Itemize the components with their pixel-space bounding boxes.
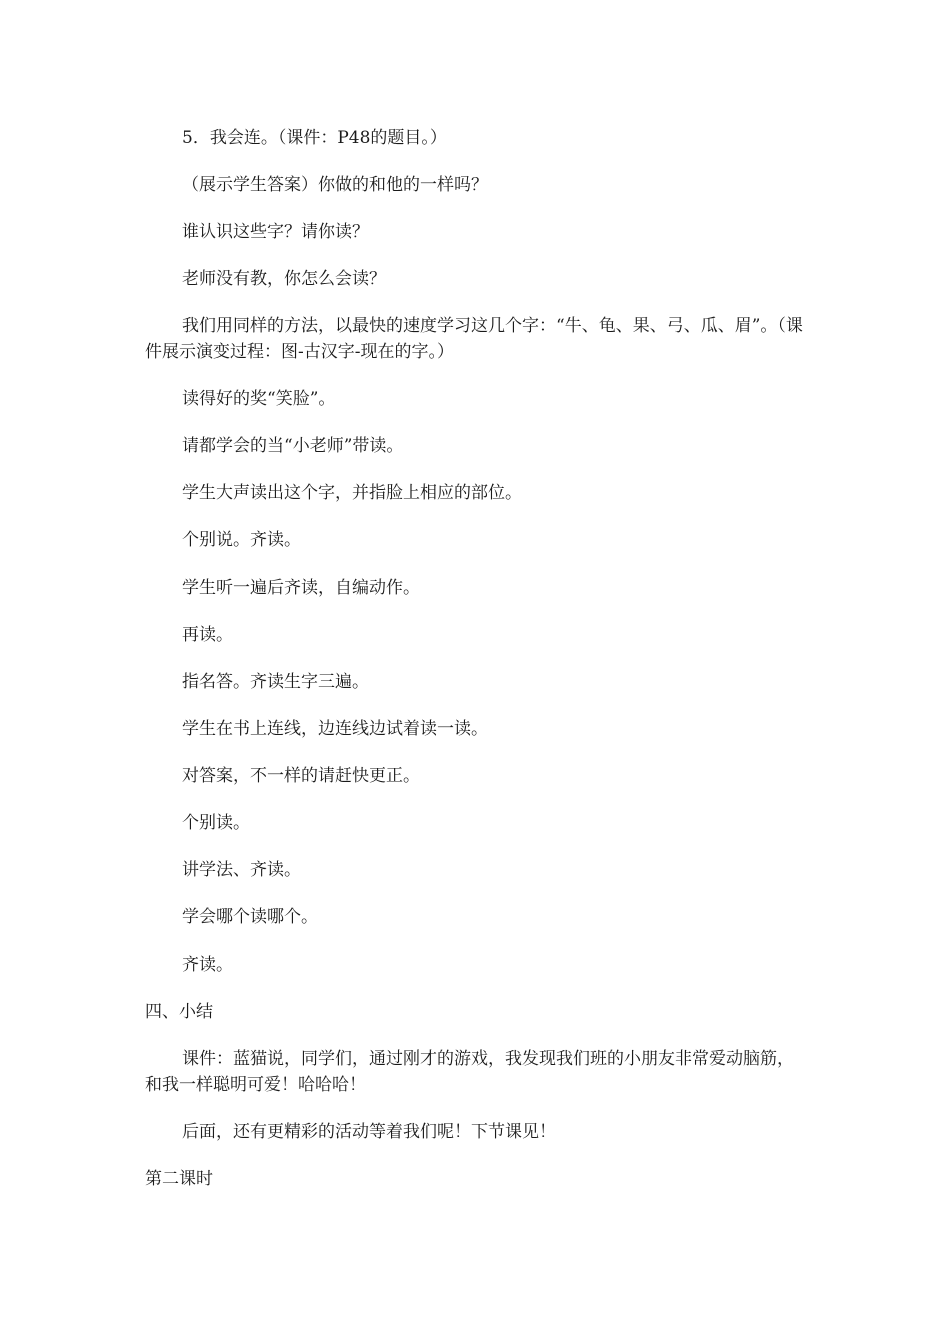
paragraph: 学生大声读出这个字，并指脸上相应的部位。 — [182, 483, 522, 503]
section-heading: 四、小结 — [145, 1002, 213, 1022]
paragraph: 指名答。齐读生字三遍。 — [182, 672, 369, 692]
paragraph: （展示学生答案）你做的和他的一样吗？ — [182, 175, 488, 195]
summary-paragraph: 后面，还有更精彩的活动等着我们呢！下节课见！ — [182, 1122, 556, 1142]
paragraph: 个别说。齐读。 — [182, 530, 301, 550]
paragraph: 老师没有教，你怎么会读？ — [182, 269, 386, 289]
next-lesson-heading: 第二课时 — [145, 1169, 213, 1189]
paragraph: 对答案，不一样的请赶快更正。 — [182, 766, 420, 786]
paragraph: 学生在书上连线，边连线边试着读一读。 — [182, 719, 488, 739]
paragraph: 学会哪个读哪个。 — [182, 907, 318, 927]
paragraph: 个别读。 — [182, 813, 250, 833]
summary-paragraph: 课件：蓝猫说，同学们，通过刚才的游戏，我发现我们班的小朋友非常爱动脑筋，和我一样聪明可爱！哈哈哈！ — [145, 1049, 794, 1095]
paragraph: 谁认识这些字？请你读？ — [182, 222, 369, 242]
paragraph: 5．我会连。（课件：P48的题目。） — [182, 128, 447, 148]
paragraph: 学生听一遍后齐读，自编动作。 — [182, 578, 420, 598]
paragraph: 讲学法、齐读。 — [182, 860, 301, 880]
paragraph: 齐读。 — [182, 955, 233, 975]
paragraph: 再读。 — [182, 625, 233, 645]
paragraph: 请都学会的当“小老师”带读。 — [182, 436, 404, 456]
paragraph: 我们用同样的方法，以最快的速度学习这几个字：“牛、龟、果、弓、瓜、眉”。（课件展示演变过程：图-古汉字-现在的字。） — [145, 316, 803, 362]
paragraph: 读得好的奖“笑脸”。 — [182, 389, 336, 409]
